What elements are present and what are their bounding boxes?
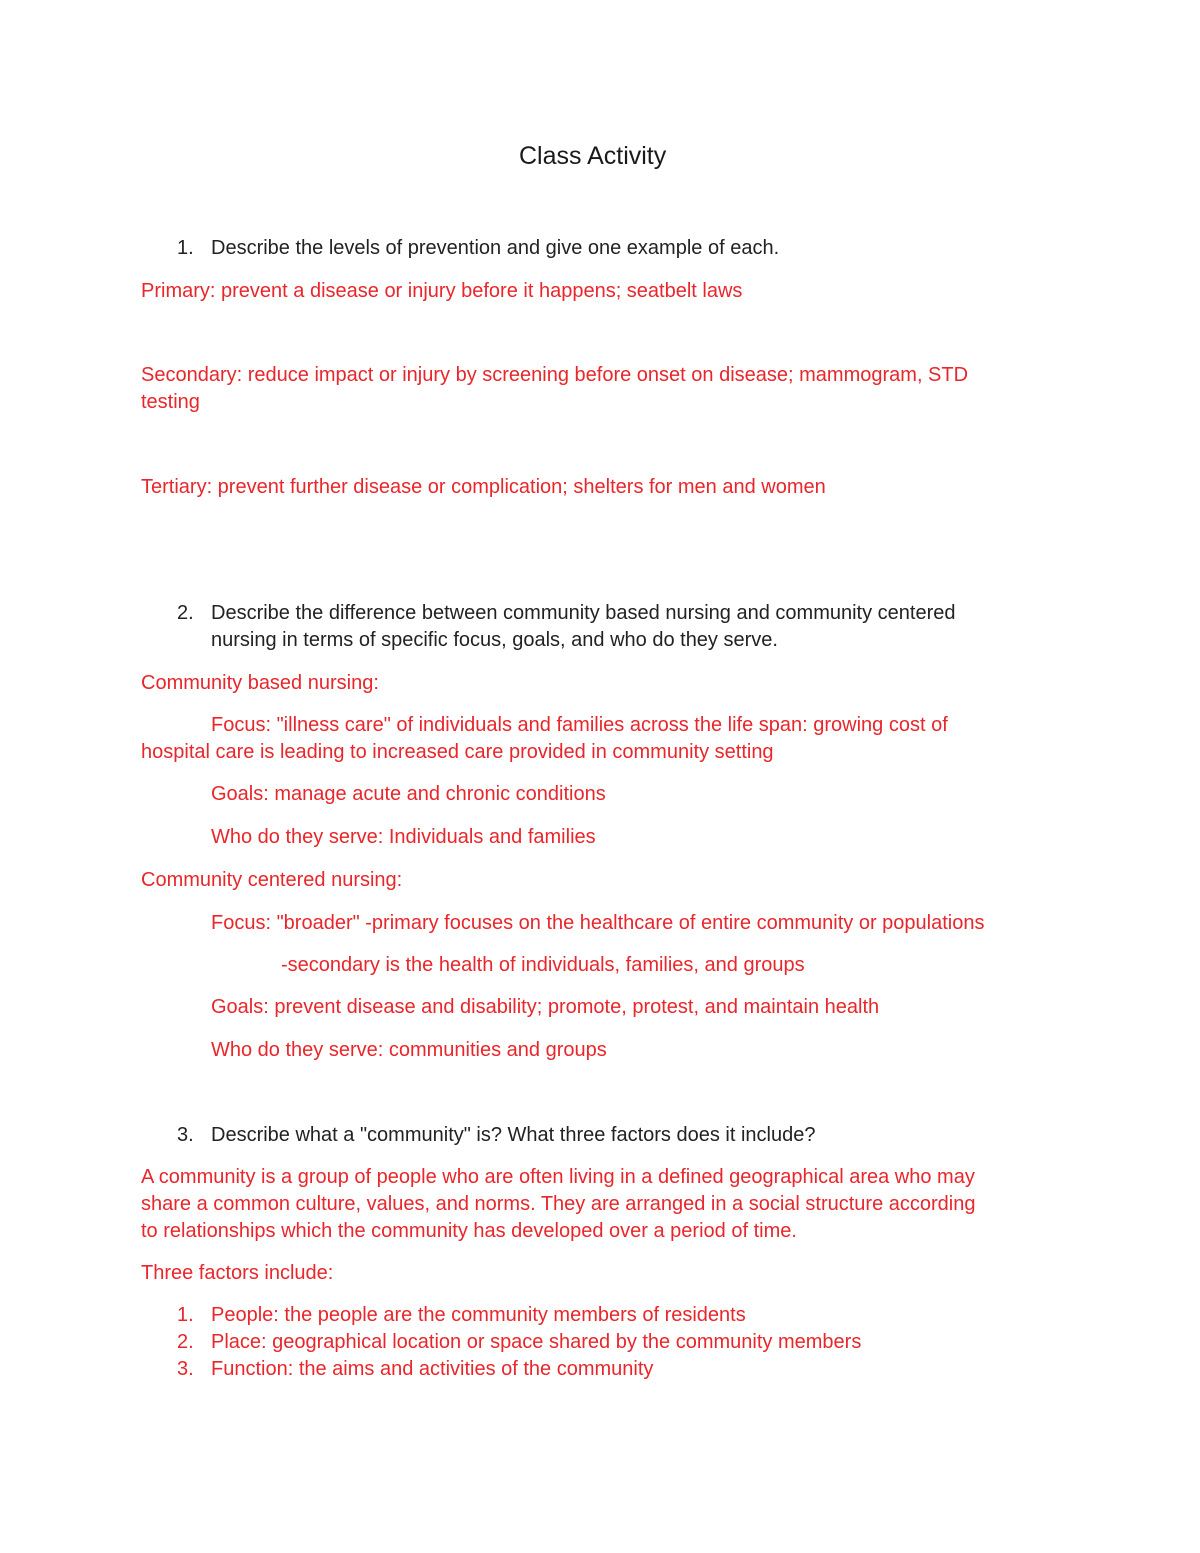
factors-heading: Three factors include:	[141, 1262, 334, 1284]
question-1-number: 1.	[177, 237, 194, 259]
question-2-text-line-2: nursing in terms of specific focus, goals, and who do they serve.	[211, 629, 778, 651]
page-title: Class Activity	[519, 142, 667, 170]
answer-primary: Primary: prevent a disease or injury before it happens; seatbelt laws	[141, 280, 743, 302]
factor-2-number: 2.	[177, 1331, 194, 1353]
community-centered-focus-line-1: Focus: "broader" -primary focuses on the healthcare of entire community or populations	[211, 912, 985, 934]
community-based-heading: Community based nursing:	[141, 672, 379, 694]
community-centered-serve: Who do they serve: communities and groups	[211, 1039, 607, 1061]
community-based-focus-line-2: hospital care is leading to increased care provided in community setting	[141, 741, 774, 763]
question-3-number: 3.	[177, 1124, 194, 1146]
answer-secondary-line-1: Secondary: reduce impact or injury by screening before onset on disease; mammogram, STD	[141, 364, 969, 386]
community-centered-focus-line-2: -secondary is the health of individuals, families, and groups	[281, 954, 805, 976]
question-1-text: Describe the levels of prevention and give one example of each.	[211, 237, 780, 259]
question-2-text-line-1: Describe the difference between community based nursing and community centered	[211, 602, 956, 624]
answer-tertiary: Tertiary: prevent further disease or complication; shelters for men and women	[141, 476, 826, 498]
community-centered-goals: Goals: prevent disease and disability; promote, protest, and maintain health	[211, 996, 880, 1018]
community-definition-line-2: share a common culture, values, and norms. They are arranged in a social structure according	[141, 1193, 976, 1215]
community-based-focus-line-1: Focus: "illness care" of individuals and families across the life span: growing cost of	[211, 714, 948, 736]
community-based-goals: Goals: manage acute and chronic conditions	[211, 783, 606, 805]
factor-3-text: Function: the aims and activities of the community	[211, 1358, 654, 1380]
community-definition-line-1: A community is a group of people who are often living in a defined geographical area who may	[141, 1166, 975, 1188]
community-centered-heading: Community centered nursing:	[141, 869, 403, 891]
community-definition-line-3: to relationships which the community has developed over a period of time.	[141, 1220, 797, 1242]
factor-1-text: People: the people are the community members of residents	[211, 1304, 746, 1326]
question-3-text: Describe what a "community" is? What three factors does it include?	[211, 1124, 816, 1146]
factor-3-number: 3.	[177, 1358, 194, 1380]
question-2-number: 2.	[177, 602, 194, 624]
community-based-serve: Who do they serve: Individuals and families	[211, 826, 596, 848]
factor-1-number: 1.	[177, 1304, 194, 1326]
answer-secondary-line-2: testing	[141, 391, 200, 413]
factor-2-text: Place: geographical location or space shared by the community members	[211, 1331, 862, 1353]
